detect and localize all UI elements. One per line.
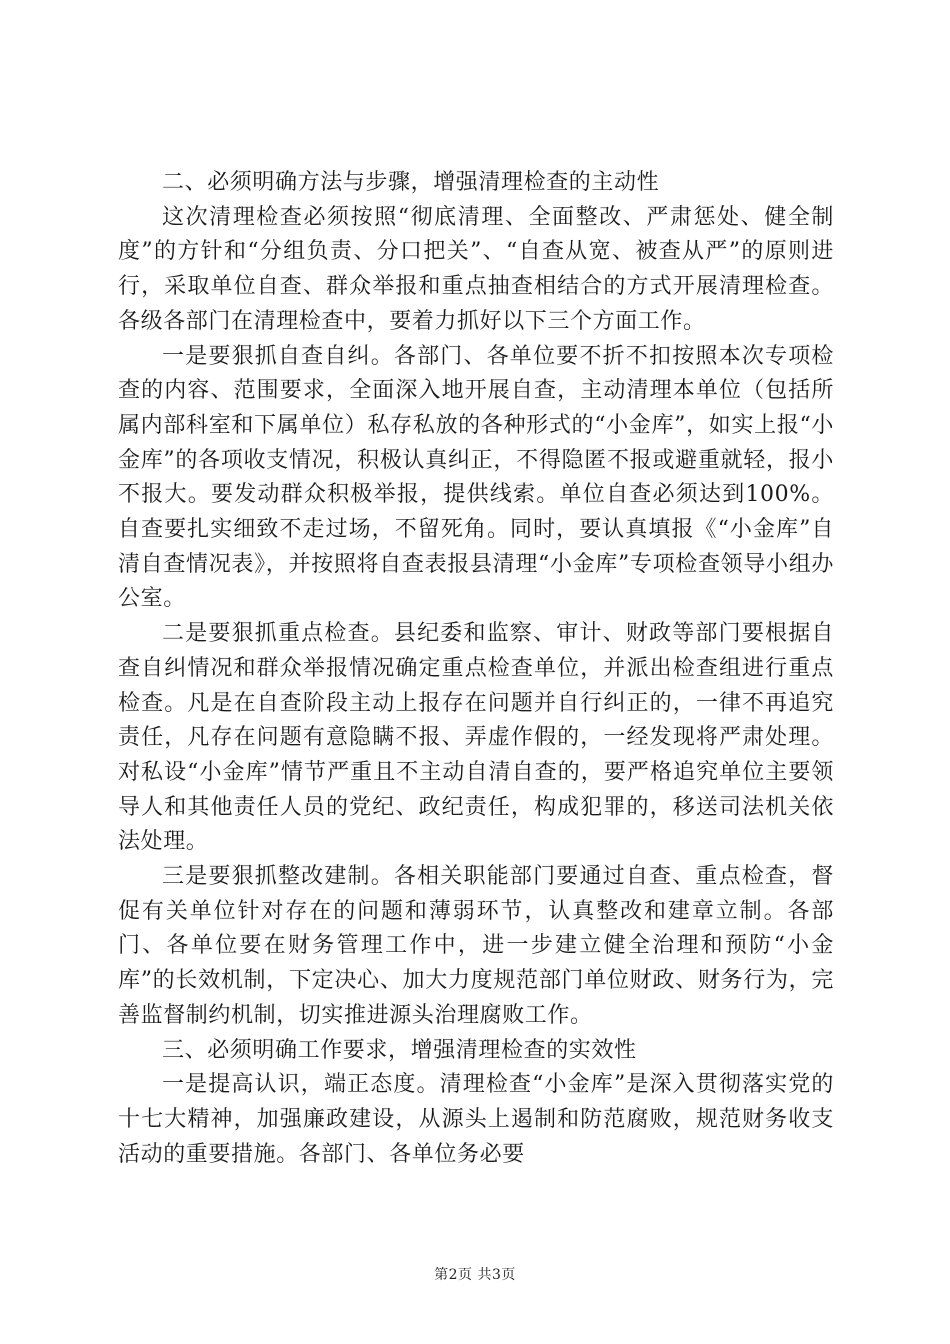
body-paragraph: 一是提高认识，端正态度。清理检查“小金库”是深入贯彻落实党的十七大精神，加强廉政建设，从源头上遏制和防范腐败，规范财务收支活动的重要措施。各部门、各单位务必要: [118, 1072, 834, 1167]
body-paragraph: 二是要狠抓重点检查。县纪委和监察、审计、财政等部门要根据自查自纠情况和群众举报情况确定重点检查单位，并派出检查组进行重点检查。凡是在自查阶段主动上报存在问题并自行纠正的，一律不再追究责任，凡存在问题有意隐瞒不报、弄虚作假的，一经发现将严肃处理。对私设“小金库”情节严重且不主动自清自查的，要严格追究单位主要领导人和其他责任人员的党纪、政纪责任，构成犯罪的，移送司法机关依法处理。: [118, 621, 834, 855]
section-heading: 二、必须明确方法与步骤，增强清理检查的主动性: [162, 170, 660, 195]
body-paragraph: 这次清理检查必须按照“彻底清理、全面整改、严肃惩处、健全制度”的方针和“分组负责、分口把关”、“自查从宽、被查从严”的原则进行，采取单位自查、群众举报和重点抽查相结合的方式开展清理检查。各级各部门在清理检查中，要着力抓好以下三个方面工作。: [118, 204, 834, 334]
section-heading: 三、必须明确工作要求，增强清理检查的实效性: [162, 1037, 637, 1063]
body-paragraph: 三是要狠抓整改建制。各相关职能部门要通过自查、重点检查，督促有关单位针对存在的问题和薄弱环节，认真整改和建章立制。各部门、各单位要在财务管理工作中，进一步建立健全治理和预防“小金库”的长效机制，下定决心、加大力度规范部门单位财政、财务行为，完善监督制约机制，切实推进源头治理腐败工作。: [118, 864, 834, 1028]
body-paragraph: 一是要狠抓自查自纠。各部门、各单位要不折不扣按照本次专项检查的内容、范围要求，全面深入地开展自查，主动清理本单位（包括所属内部科室和下属单位）私存私放的各种形式的“小金库”，如实上报“小金库”的各项收支情况，积极认真纠正，不得隐匿不报或避重就轻，报小不报大。要发动群众积极举报，提供线索。单位自查必须达到100%。自查要扎实细致不走过场，不留死角。同时，要认真填报《“小金库”自清自查情况表》，并按照将自查表报县清理“小金库”专项检查领导小组办公室。: [118, 343, 834, 612]
page-number-footer: 第2页 共3页: [434, 1267, 516, 1283]
document-body: [118, 166, 834, 1172]
